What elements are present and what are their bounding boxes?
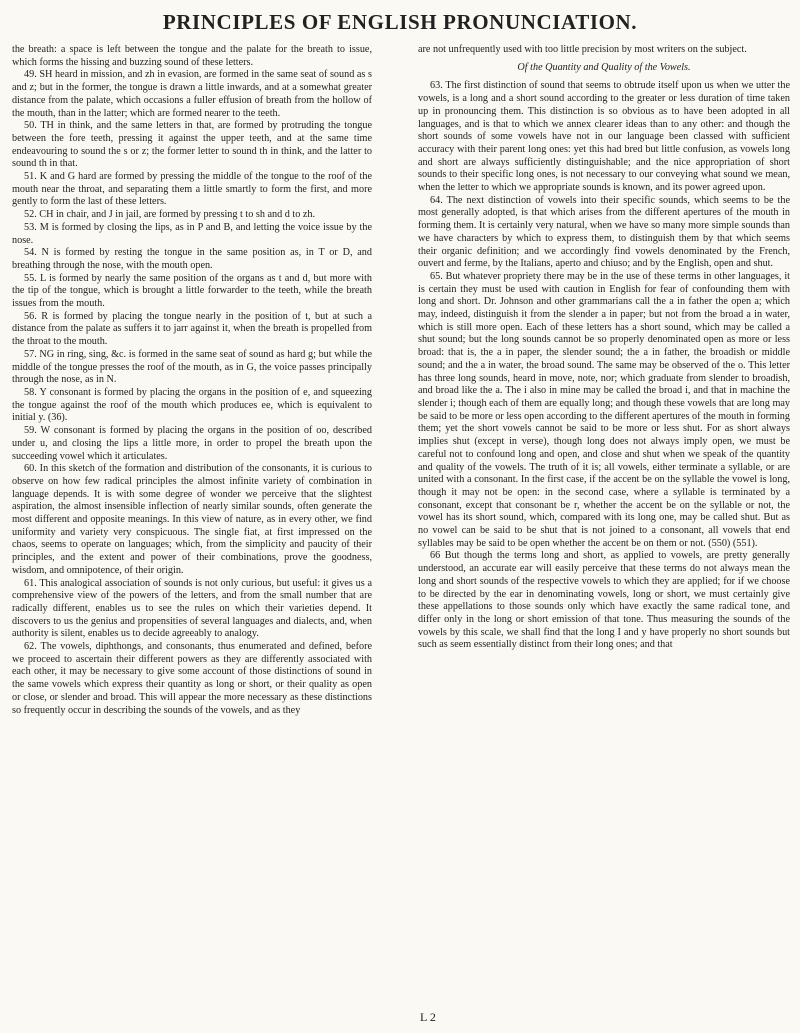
left-column bbox=[12, 44, 372, 717]
paragraph: 55. L is formed by nearly the same position of the organs as t and d, but more with the tip of the tongue, which is brought a little forwarder to the teeth, while the breath issues from the mouth. bbox=[12, 272, 372, 310]
paragraph: 57. NG in ring, sing, &c. is formed in the same seat of sound as hard g; but while the middle of the tongue presses the roof of the mouth, as in G, the voice passes principally through the nose, as in N. bbox=[12, 348, 372, 386]
paragraph: 51. K and G hard are formed by pressing the middle of the tongue to the roof of the mouth near the throat, and separating them a little smartly to form the first, and more gently to form the last of these letters. bbox=[12, 171, 372, 208]
paragraph: 58. Y consonant is formed by placing the organs in the position of e, and squeezing the tongue against the roof of the mouth which produces ee, which is equivalent to initial y. (36). bbox=[12, 386, 372, 424]
paragraph: 59. W consonant is formed by placing the organs in the position of oo, described under u, and closing the lips a little more, in order to propel the breath upon the succeeding vowel which it articulates. bbox=[12, 425, 372, 462]
paragraph: 52. CH in chair, and J in jail, are formed by pressing t to sh and d to zh. bbox=[24, 209, 316, 221]
paragraph: 49. SH heard in mission, and zh in evasion, are formed in the same seat of sound as s and z; but in the former, the tongue is drawn a little inwards, and at a somewhat greater distance from the palate, which occasions a fuller effusion of breath from the hollow of the mouth, than in the latter; which are formed nearer to the teeth. bbox=[12, 69, 372, 119]
paragraph: 50. TH in think, and the same letters in that, are formed by protruding the tongue between the fore teeth, pressing it against the upper teeth, and at the same time endeavouring to sound the s or z; the former letter to sound th in think, and the latter to sound th in that. bbox=[12, 120, 372, 170]
signature-mark: L 2 bbox=[420, 1010, 436, 1024]
page-title: PRINCIPLES OF ENGLISH PRONUNCIATION. bbox=[162, 10, 638, 34]
paragraph: 54. N is formed by resting the tongue in the same position as, in T or D, and breathing through the nose, with the mouth open. bbox=[12, 247, 372, 271]
paragraph: 64. The next distinction of vowels into their specific sounds, which seems to be the most generally adopted, is that which arises from the different apertures of the mouth in forming them. It is certainly very natural, when we have so many more simple sounds than we have characters by which to express them, to distinguish them by that which seems their organic definition; and we accordingly find vowels denominated by the French, ouvert and ferme, by the Italians, aperto and chiuso; and by the English, open and shut. bbox=[418, 194, 790, 270]
paragraph: 60. In this sketch of the formation and distribution of the consonants, it is curious to observe on how few radical principles the almost infinite variety of combination in language depends. It is with some degree of wonder we perceive that the slightest aspiration, the almost insensible inflection of nearly similar sounds, often generate the most different and opposite meanings. In this view of nature, as in every other, we find uniformity and variety very conspicuous. The single fiat, at first impressed on the chaos, seems to operate on languages; which, from the simplicity and paucity of their principles, and the extent and power of their combinations, prove the goodness, wisdom, and omnipotence, of their origin. bbox=[12, 463, 372, 576]
section-heading: Of the Quantity and Quality of the Vowels. bbox=[517, 61, 691, 73]
right-column bbox=[418, 44, 790, 652]
paragraph: 65. But whatever propriety there may be in the use of these terms in other languages, it is certain they must be used with caution in English for fear of confounding them with long and short. Dr. Johnson and other grammarians call the a in father the open a; which may, indeed, distinguish it from the slender a in paper; but not from the broad a in water, which is still more open. Each of these letters has a short sound, which may be called a shut sound; but the long sounds cannot be so properly denominated open as more or less broad: that is, the a in paper, the slender sound; the a in father, the broadish or middle sound; and the a in water, the broad sound. The same may be observed of the o. This letter has three long sounds, heard in move, note, nor; which graduate from slender to broadish, and broad like the a. The i also in mine may be called the broad i, and that in machine the slender i; though each of them are equally long; and though these vowels that are long may be said to be more or less open according to the different apertures of the mouth in forming them; yet the short vowels cannot be said to be more or less shut. For as short always implies shut (except in verse), though long does not always imply open, we must be careful not to confound long and open, and close and shut when we speak of the quantity and quality of the vowels. The truth of it is; all vowels, either terminate a syllable, or are united with a consonant. In the first case, if the accent be on the syllable the vowel is long, though it may not be open: in the second case, where a syllable is terminated by a consonant, except that consonant be r, whether the accent be on the syllable or not, the vowel has its short sound, which, compared with its long one, may be called shut. But as no vowel can be said to be shut that is not joined to a consonant, all vowels that end syllables may be said to be open whether the accent be on them or not. (550) (551). bbox=[418, 270, 790, 549]
paragraph: 62. The vowels, diphthongs, and consonants, thus enumerated and defined, before we proceed to ascertain their different powers as they are differently associated with each other, it may be necessary to give some account of those distinctions of sound in the same vowels which express their quantity as long or short, or their quality as open or close, or slender and broad. This will appear the more necessary as these distinctions so frequently occur in describing the sounds of the vowels, and as they bbox=[12, 641, 372, 716]
paragraph: are not unfrequently used with too little precision by most writers on the subject. bbox=[418, 44, 747, 55]
paragraph: 61. This analogical association of sounds is not only curious, but useful: it gives us a comprehensive view of the powers of the letters, and from the small number that are radically different, enables us to see the rules on which their varieties depend. It discovers to us the genius and propensities of several languages and dialects, and, when authority is silent, enables us to decide agreeably to analogy. bbox=[12, 577, 372, 640]
paragraph: the breath: a space is left between the tongue and the palate for the breath to issue, which forms the hissing and buzzing sound of these letters. bbox=[12, 44, 372, 68]
paragraph: 63. The first distinction of sound that seems to obtrude itself upon us when we utter the vowels, is a long and a short sound according to the greater or less duration of time taken up in pronouncing them. This distinction is so obvious as to have been adopted in all languages, and is that to which we annex clearer ideas than to any other: and though the short sounds of some vowels have not in our language been classed with sufficient accuracy with their parent long ones: yet this had bred but little confusion, as vowels long and short are always sufficiently distinguishable; and the nice appropriation of short sounds to their specific long ones, is not necessary to our conveying what sound we mean, when the letter to which we appropriate sounds is known, and its power agreed upon. bbox=[418, 80, 790, 194]
paragraph: 53. M is formed by closing the lips, as in P and B, and letting the voice issue by the nose. bbox=[12, 221, 372, 246]
paragraph: 66 But though the terms long and short, as applied to vowels, are pretty generally understood, an accurate ear will easily perceive that these terms do not always mean the long and short sounds of the respective vowels to which they are applied; for if we choose to be directed by the ear in denominating vowels, long or short, we must certainly give these appellations to those sounds only which have exactly the same radical tone, and differ only in the long or short emission of that tone. Thus measuring the sounds of the vowels by this scale, we shall find that the long I and y have properly no short sounds but such as seem essentially distinct from their long ones; and that bbox=[418, 550, 790, 651]
paragraph: 56. R is formed by placing the tongue nearly in the position of t, but at such a distance from the palate as suffers it to jarr against it, when the breath is propelled from the throat to the mouth. bbox=[12, 310, 372, 348]
